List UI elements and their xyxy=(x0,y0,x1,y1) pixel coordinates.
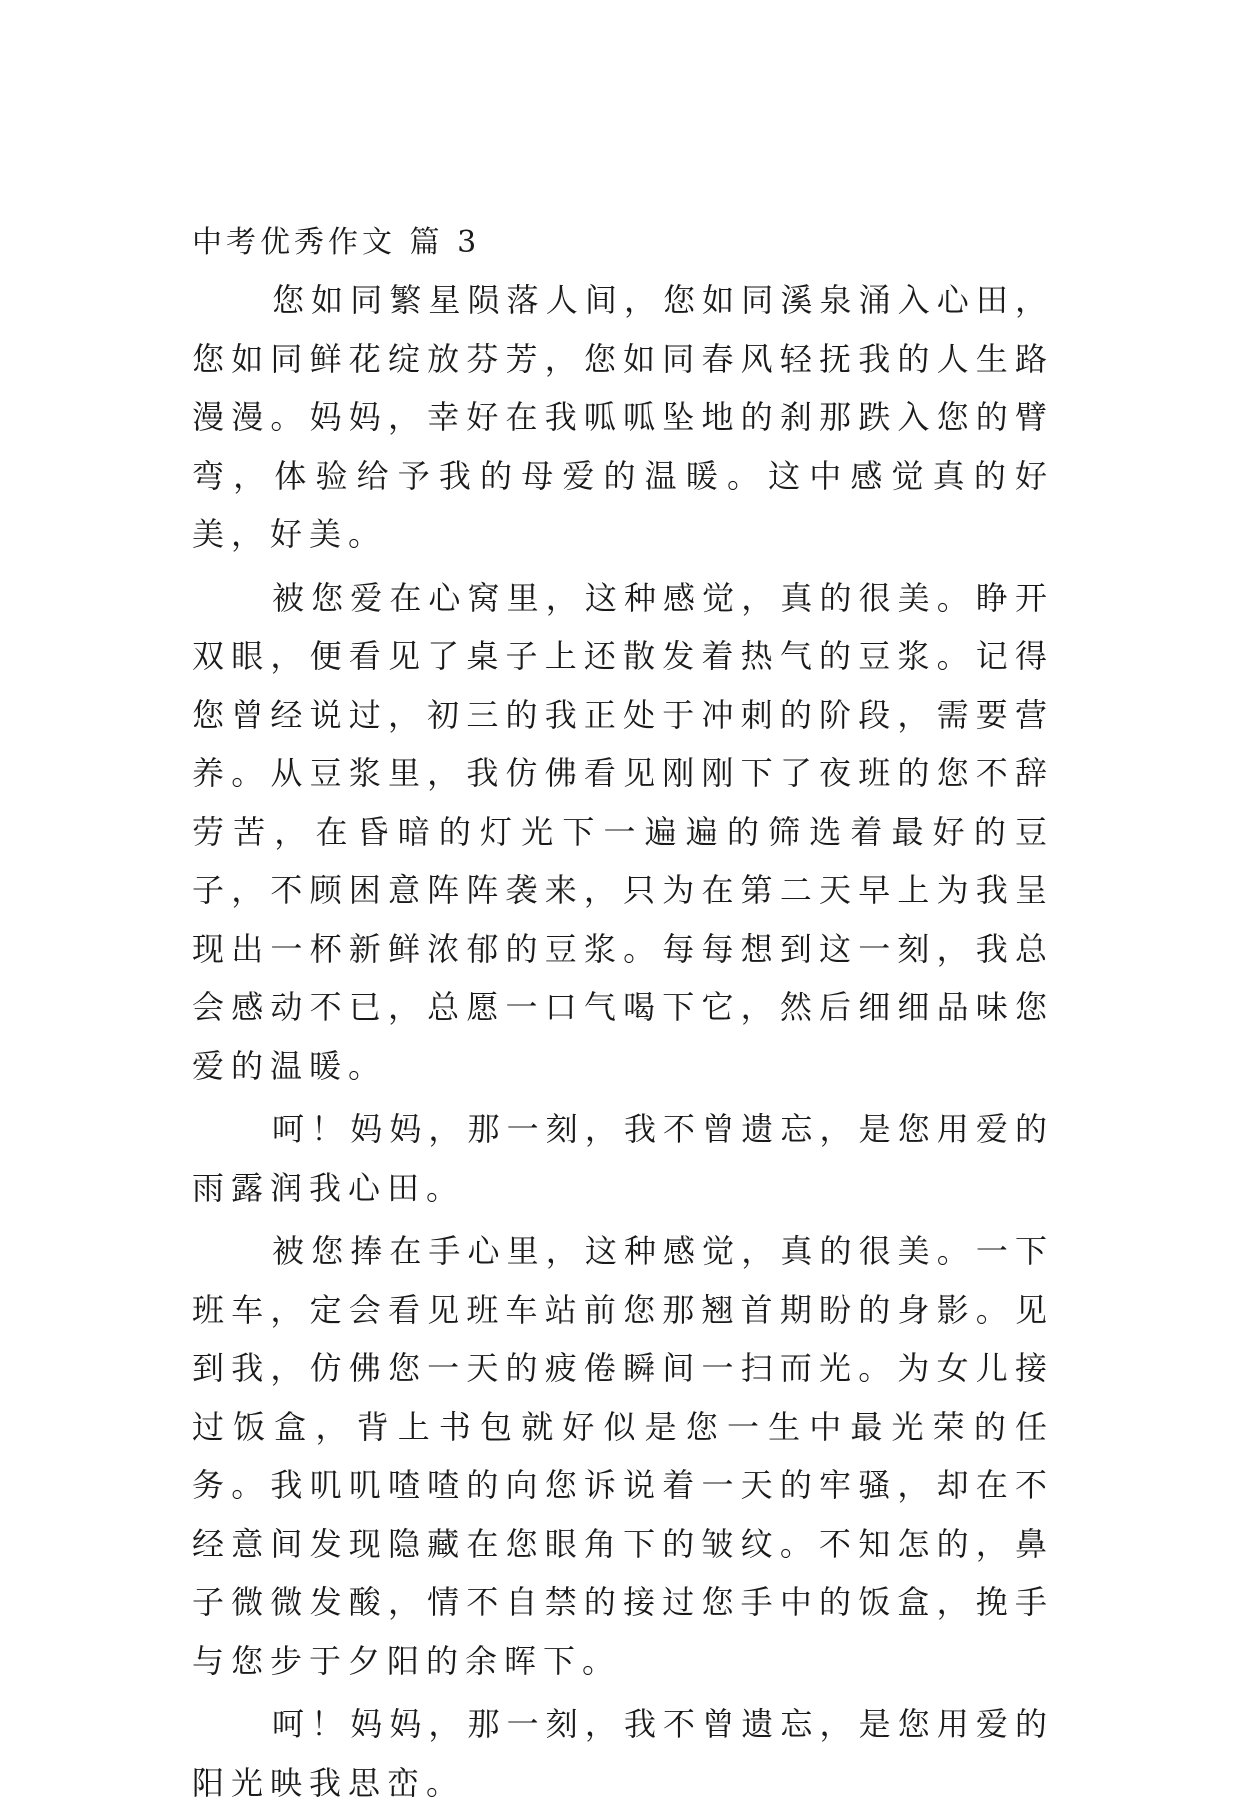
paragraph: 被您爱在心窝里，这种感觉，真的很美。睁开双眼，便看见了桌子上还散发着热气的豆浆。记得您曾经说过，初三的我正处于冲刺的阶段，需要营养。从豆浆里，我仿佛看见刚刚下了夜班的您不辞劳苦，在昏暗的灯光下一遍遍的筛选着最好的豆子，不顾困意阵阵袭来，只为在第二天早上为我呈现出一杯新鲜浓郁的豆浆。每每想到这一刻，我总会感动不已，总愿一口气喝下它，然后细细品味您爱的温暖。 xyxy=(192,578,1054,1085)
paragraph: 被您捧在手心里，这种感觉，真的很美。一下班车，定会看见班车站前您那翘首期盼的身影。见到我，仿佛您一天的疲倦瞬间一扫而光。为女儿接过饭盒，背上书包就好似是您一生中最光荣的任务。我叽叽喳喳的向您诉说着一天的牢骚，却在不经意间发现隐藏在您眼角下的皱纹。不知怎的，鼻子微微发酸，情不自禁的接过您手中的饭盒，挽手与您步于夕阳的余晖下。 xyxy=(192,1232,1054,1680)
paragraph: 您如同繁星陨落人间，您如同溪泉涌入心田，您如同鲜花绽放芬芳，您如同春风轻抚我的人生路漫漫。妈妈，幸好在我呱呱坠地的刹那跌入您的臂弯，体验给予我的母爱的温暖。这中感觉真的好美，好美。 xyxy=(192,281,1054,553)
paragraph: 呵！妈妈，那一刻，我不曾遗忘，是您用爱的阳光映我思峦。 xyxy=(192,1705,1054,1802)
document-body xyxy=(192,217,1054,1817)
document-title: 中考优秀作文 篇 3 xyxy=(192,225,481,260)
paragraph: 呵！妈妈，那一刻，我不曾遗忘，是您用爱的雨露润我心田。 xyxy=(192,1110,1054,1207)
